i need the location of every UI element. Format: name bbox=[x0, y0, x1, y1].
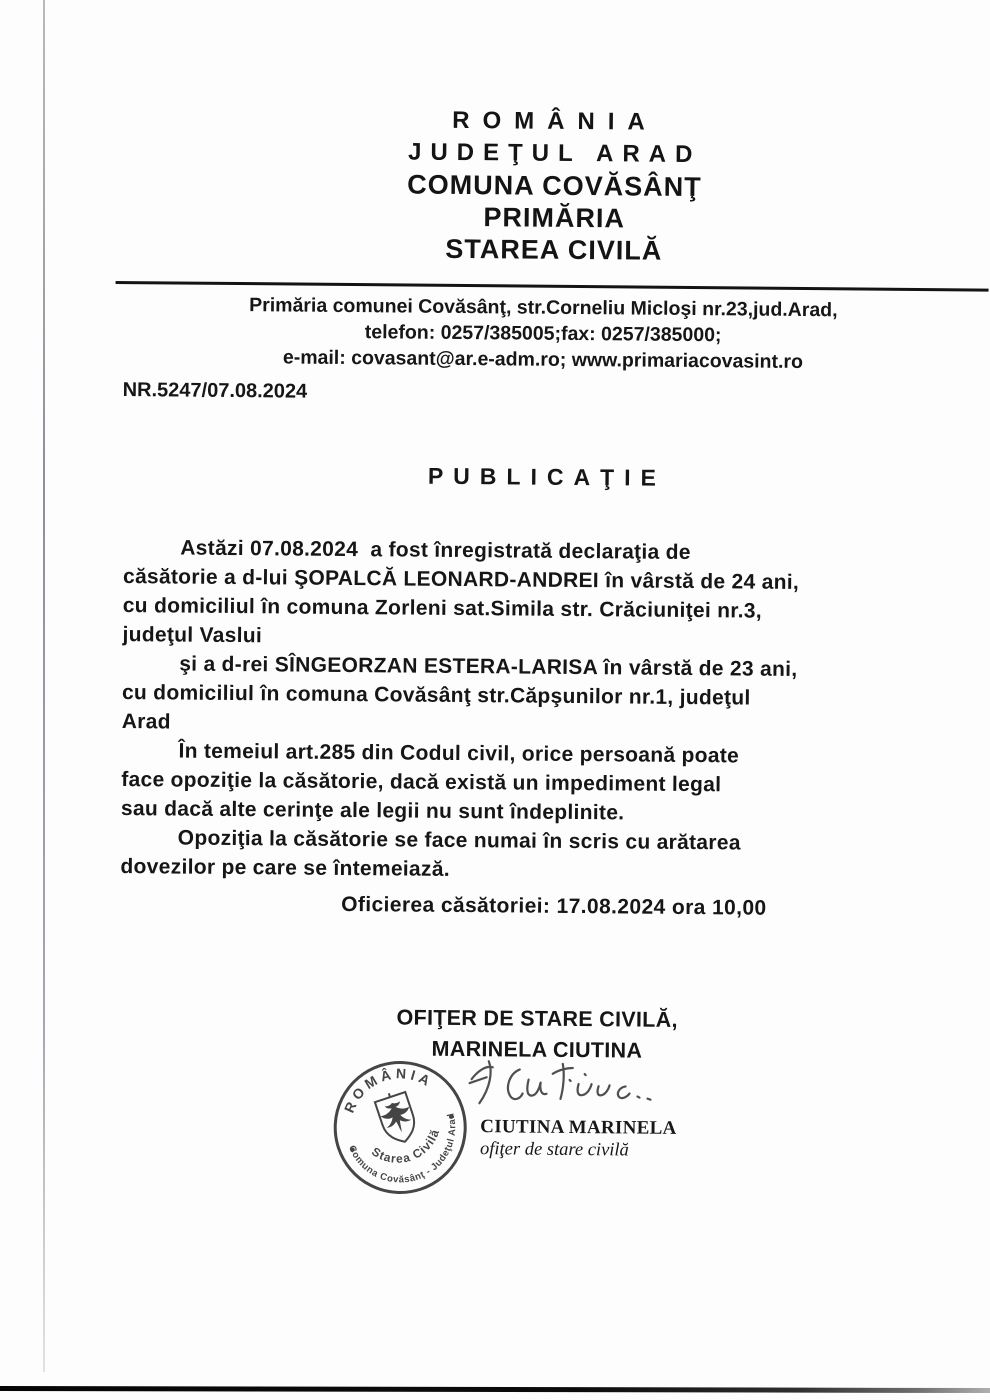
body-line: Opoziţia la căsătorie se face numai în scris cu arătarea bbox=[177, 826, 741, 855]
handwritten-signature bbox=[465, 1049, 678, 1121]
body-line: căsătorie a d-lui ŞOPALCĂ LEONARD-ANDREI în vârstă de 24 ani, bbox=[122, 565, 800, 594]
header-commune: COMUNA COVĂSÂNŢ bbox=[407, 169, 702, 203]
body-line: şi a d-rei SÎNGEORZAN ESTERA-LARISA în vârstă de 23 ani, bbox=[179, 652, 798, 681]
body-line: cu domiciliul în comuna Zorleni sat.Simila str. Crăciuniţei nr.3, bbox=[122, 594, 762, 623]
header-country: ROMÂNIA bbox=[452, 106, 658, 136]
officer-name: MARINELA CIUTINA bbox=[431, 1036, 643, 1063]
officer-heading: OFIŢER DE STARE CIVILĂ, bbox=[396, 1005, 678, 1032]
ceremony-date-line: Oficierea căsătoriei: 17.08.2024 ora 10,00 bbox=[341, 892, 767, 920]
header-cityhall: PRIMĂRIA bbox=[483, 202, 626, 234]
signature-scrawl-icon bbox=[465, 1049, 678, 1121]
letterhead-contact bbox=[123, 291, 964, 376]
stamp-seal-icon bbox=[330, 1057, 471, 1198]
stamp-coat-of-arms bbox=[374, 1088, 421, 1147]
document-title: PUBLICAŢIE bbox=[427, 462, 667, 491]
contact-email-web: e-mail: covasant@ar.e-adm.ro; www.primariacovasint.ro bbox=[282, 346, 804, 373]
official-stamp bbox=[330, 1057, 471, 1198]
header-county: JUDEŢUL ARAD bbox=[407, 138, 702, 169]
stamp-bottom-text: Comuna Covăsânţ - Judeţul Arad bbox=[345, 1111, 459, 1186]
stamp-middle-text: Starea Civilă bbox=[369, 1126, 443, 1166]
stamp-country-text: ROMÂNIA bbox=[340, 1065, 437, 1116]
header-civil-status: STAREA CIVILĂ bbox=[445, 233, 663, 266]
signature-role: ofiţer de stare civilă bbox=[479, 1139, 629, 1161]
body-line: judeţul Vaslui bbox=[122, 623, 263, 648]
registration-number: NR.5247/07.08.2024 bbox=[122, 379, 308, 403]
body-line: sau dacă alte cerinţe ale legii nu sunt îndeplinite. bbox=[120, 797, 625, 825]
header-separator-line bbox=[116, 281, 989, 292]
signature-name: CIUTINA MARINELA bbox=[480, 1116, 677, 1139]
paragraph-legal-basis bbox=[121, 736, 798, 829]
paragraph-opposition bbox=[120, 823, 797, 887]
paragraph-declaration bbox=[122, 533, 799, 655]
signature-caption bbox=[480, 1116, 677, 1162]
body-line: face opoziţie la căsătorie, dacă există un impediment legal bbox=[121, 768, 722, 797]
body-line: În temeiul art.285 din Codul civil, orice persoană poate bbox=[178, 739, 740, 768]
paragraph-bride bbox=[122, 649, 799, 742]
contact-phone-fax: telefon: 0257/385005;fax: 0257/385000; bbox=[364, 321, 722, 347]
body-line: Arad bbox=[121, 710, 171, 734]
contact-address: Primăria comunei Covăsânţ, str.Corneliu Micloşi nr.23,jud.Arad, bbox=[249, 294, 838, 322]
letterhead-header bbox=[119, 102, 990, 270]
document-body bbox=[120, 533, 799, 887]
body-line: cu domiciliul în comuna Covăsânţ str.Căpşunilor nr.1, judeţul bbox=[121, 681, 751, 710]
body-line: Astăzi 07.08.2024 a fost înregistrată declaraţia de bbox=[180, 536, 691, 564]
body-line: dovezilor pe care se întemeiază. bbox=[120, 855, 450, 881]
